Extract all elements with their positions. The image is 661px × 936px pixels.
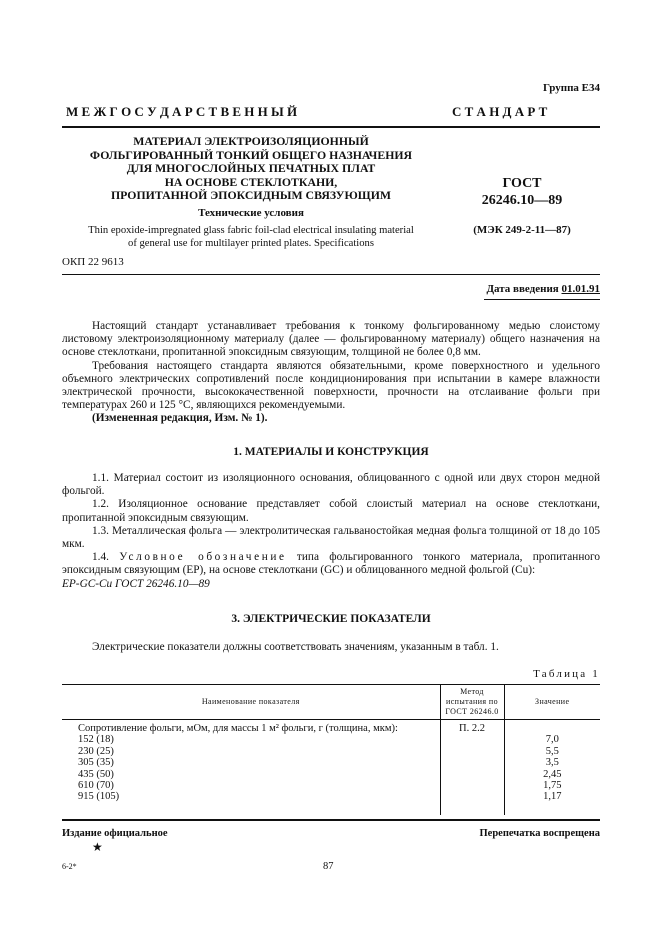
intro-date (486, 283, 600, 295)
row-value: 7,0 (504, 734, 600, 745)
intro-text (62, 320, 600, 426)
row-method-empty (440, 746, 504, 757)
clause-1-2: 1.2. Изоляционное основание представляет собой слоистый материал на основе стеклоткани, пропитанной эпоксидным связующим. (62, 498, 600, 524)
official-edition: Издание официальное (62, 828, 168, 839)
document-subtitle: Технические условия (198, 207, 304, 219)
material-designation: EP-GC-Cu ГОСТ 26246.10—89 (62, 577, 210, 590)
table-row (62, 780, 600, 791)
okp-code: ОКП 22 9613 (62, 256, 124, 268)
row-method-empty (440, 734, 504, 745)
header-value: Значение (504, 685, 600, 720)
english-title-line: of general use for multilayer printed plates. Specifications (128, 238, 374, 249)
row-method-empty (440, 780, 504, 791)
row-label: 230 (25) (78, 745, 114, 757)
header-rule (62, 126, 600, 128)
row-value: 2,45 (504, 769, 600, 780)
intro-date-label: Дата введения (486, 283, 559, 295)
row-method-empty (440, 791, 504, 814)
row-label: 610 (70) (78, 780, 114, 792)
row-value: 3,5 (504, 757, 600, 768)
table-1 (62, 684, 600, 815)
title-rule (62, 274, 600, 275)
table-row (62, 757, 600, 768)
page-number: 87 (323, 861, 334, 872)
gost-number: 26246.10—89 (481, 193, 563, 208)
row-value: 5,5 (504, 746, 600, 757)
gost-designation (452, 175, 592, 209)
document-title (62, 135, 440, 203)
clause-1-4 (62, 551, 600, 577)
table-header-row (62, 685, 600, 720)
intro-date-value: 01.01.91 (561, 283, 600, 295)
date-rule (484, 299, 600, 300)
row-label: 305 (35) (78, 757, 114, 769)
row-label: 152 (18) (78, 734, 114, 746)
row-method-empty (440, 757, 504, 768)
intro-paragraph-1: Настоящий стандарт устанавливает требования к тонкому фольгированному медью слоистому листовому электроизоляционному материалу (далее — фольгированному материалу) общего назначения на основе стеклоткани, пропитанной эпоксидным связующим, толщиной не более 0,8 мм. (62, 320, 600, 359)
row-value: 1,75 (504, 780, 600, 791)
table-row (62, 746, 600, 757)
section-3-title: 3. ЭЛЕКТРИЧЕСКИЕ ПОКАЗАТЕЛИ (231, 613, 431, 625)
section-3-paragraph: Электрические показатели должны соответствовать значениям, указанным в табл. 1. (92, 641, 499, 653)
section-3-text (62, 641, 600, 654)
title-line: МАТЕРИАЛ ЭЛЕКТРОИЗОЛЯЦИОННЫЙ (133, 134, 369, 148)
section-1-title: 1. МАТЕРИАЛЫ И КОНСТРУКЦИЯ (233, 446, 429, 458)
intro-paragraph-2: Требования настоящего стандарта являются обязательными, кроме поверхностного и удельного объемного электрических сопротивлений после кондиционирования при испытании в камере влажности электрической прочности, высококачественной поверхности, прочности на отслаивание фольги при температурах 260 и 125 °С, являющихся рекомендуемыми. (62, 359, 600, 412)
row-title: Сопротивление фольги, мОм, для массы 1 м² фольги, г (толщина, мкм): (78, 723, 398, 734)
title-line: ФОЛЬГИРОВАННЫЙ ТОНКИЙ ОБЩЕГО НАЗНАЧЕНИЯ (89, 147, 413, 162)
group-code: Группа Е34 (542, 82, 600, 94)
english-title-line: Thin epoxide-impregnated glass fabric foil-clad electrical insulating material (88, 225, 414, 236)
title-line: ПРОПИТАННОЙ ЭПОКСИДНЫМ СВЯЗУЮЩИМ (110, 188, 392, 203)
revision-note: (Измененная редакция, Изм. № 1). (92, 412, 268, 425)
header-method: Метод испытания по ГОСТ 26246.0 (440, 685, 504, 720)
row-label: 435 (50) (78, 768, 114, 780)
table-row (62, 791, 600, 814)
clause-1-1: 1.1. Материал состоит из изоляционного основания, облицованного с одной или двух сторон медной фольгой. (62, 472, 600, 498)
english-title (62, 224, 440, 250)
row-value-empty (504, 720, 600, 735)
header-name: Наименование показателя (62, 685, 440, 720)
print-code: 6-2* (62, 862, 77, 871)
reprint-notice: Перепечатка воспрещена (479, 828, 600, 839)
footer-rule (62, 819, 600, 821)
standard-label: С Т А Н Д А Р Т (452, 104, 548, 119)
gost-label: ГОСТ (502, 176, 542, 191)
table-row (62, 769, 600, 780)
row-value: 1,17 (504, 791, 600, 814)
clause-1-4-text: типа фольгированного тонкого материала, пропитанного эпоксидным связующим (ЕР), на основе стеклоткани (GC) и облицованного медной фольгой (Cu): (62, 551, 601, 577)
table-row (62, 720, 600, 735)
row-method: П. 2.2 (440, 720, 504, 735)
clause-1-4-term: Условное обозначение (119, 551, 287, 564)
table-row (62, 734, 600, 745)
star-icon: ★ (92, 840, 103, 854)
clause-1-3: 1.3. Металлическая фольга — электролитическая гальваностойкая медная фольга толщиной от 18 до 105 мкм. (62, 524, 600, 551)
section-1-text (62, 472, 600, 591)
table-1-caption: Таблица 1 (533, 668, 600, 680)
row-label: 915 (105) (78, 791, 120, 803)
clause-1-4-number: 1.4. (92, 551, 109, 564)
title-line: ДЛЯ МНОГОСЛОЙНЫХ ПЕЧАТНЫХ ПЛАТ (126, 161, 376, 176)
row-method-empty (440, 769, 504, 780)
title-line: НА ОСНОВЕ СТЕКЛОТКАНИ, (164, 174, 338, 189)
iec-reference: (МЭК 249-2-11—87) (473, 224, 571, 236)
interstate-label: М Е Ж Г О С У Д А Р С Т В Е Н Н Ы Й (66, 104, 298, 119)
